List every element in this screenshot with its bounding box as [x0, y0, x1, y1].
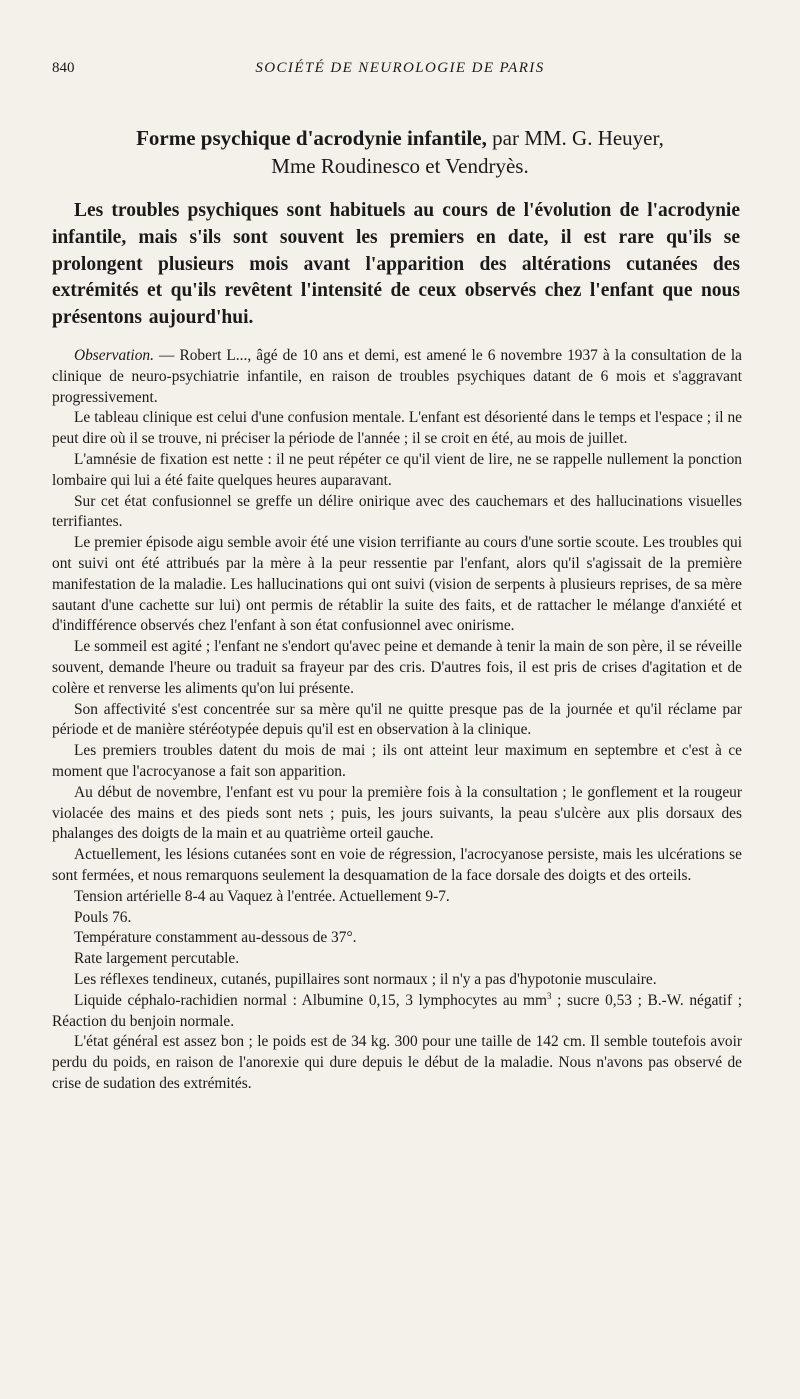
title-authors-line1: par MM. G. Heuyer, [492, 126, 664, 150]
lcr-superscript: 3 [546, 990, 552, 1001]
observation-text: — Robert L..., âgé de 10 ans et demi, est amené le 6 novembre 1937 à la consultation de la clinique de neuro-psychiatrie infantile, en raison de troubles psychiques datant de 6 mois et s'aggravant progressivement. [52, 347, 742, 406]
page-number: 840 [52, 60, 75, 76]
paragraph: Température constamment au-dessous de 37°. [74, 929, 357, 947]
paragraph: Au début de novembre, l'enfant est vu pour la première fois à la consultation ; le gonflement et la rougeur violacée des mains et des pieds sont nets ; puis, les jours suivants, la peau s'ulcère aux plis dorsaux des phalanges des doigts de la main et au quatrième orteil gauche. [52, 783, 742, 843]
lcr-text-after: ; sucre 0,53 ; B.-W. négatif ; Réaction du benjoin normale. [52, 991, 742, 1030]
observation-label: Observation. [74, 347, 154, 364]
paragraph: Actuellement, les lésions cutanées sont en voie de régression, l'acrocyanose persiste, mais les ulcérations se sont fermées, et nous remarquons seulement la desquamation de la face dorsale des doigts et des orteils. [52, 846, 742, 884]
paragraph: Le premier épisode aigu semble avoir été une vision terrifiante au cours d'une sortie scoute. Les troubles qui ont suivi ont été attribués par la mère à la peur ressentie par l'enfant, alors qu'il s'agissait de la première manifestation de la maladie. Les hallucinations qui ont suivi (vision de serpents à plusieurs reprises, de sa mère sautant d'une cachette sur lui) ont permis de rétablir la suite des faits, et de rattacher le mélange d'anxiété et d'indifférence observés chez l'enfant à son état confusionnel avec onirisme. [52, 534, 742, 635]
paragraph: Le sommeil est agité ; l'enfant ne s'endort qu'avec peine et demande à tenir la main de son père, il se réveille souvent, demande l'heure ou traduit sa frayeur par des cris. D'autres fois, il est pris de crises d'agitation et de colère et renverse les aliments qu'on lui présente. [52, 638, 742, 697]
intro-paragraph: Les troubles psychiques sont habituels au cours de l'évolution de l'acrodynie infantile, mais s'ils sont souvent les premiers en date, il est rare qu'ils se prolongent plusieurs mois avant l'apparition des altérations cutanées des extrémités et qu'ils revêtent l'intensité de ceux observés chez l'enfant que nous présentons aujourd'hui. [52, 200, 740, 329]
article-title [40, 124, 760, 180]
paragraph: Sur cet état confusionnel se greffe un délire onirique avec des cauchemars et des hallucinations visuelles terrifiantes. [52, 492, 742, 531]
title-main: Forme psychique d'acrodynie infantile, [136, 126, 487, 150]
paragraph: L'amnésie de fixation est nette : il ne peut répéter ce qu'il vient de lire, ne se rappelle nullement la ponction lombaire qui lui a été faite quelques heures auparavant. [52, 450, 742, 489]
paragraph: Les réflexes tendineux, cutanés, pupillaires sont normaux ; il n'y a pas d'hypotonie musculaire. [74, 970, 657, 988]
paragraph: Les premiers troubles datent du mois de mai ; ils ont atteint leur maximum en septembre et c'est à ce moment que l'acrocyanose a fait son apparition. [52, 742, 742, 780]
paragraph: Pouls 76. [74, 908, 132, 926]
final-paragraph: L'état général est assez bon ; le poids est de 34 kg. 300 pour une taille de 142 cm. Il semble toutefois avoir perdu du poids, en raison de l'anorexie qui dure depuis le début de la maladie. Nous n'avons pas observé de crise de sudation des extrémités. [52, 1033, 742, 1092]
title-authors-line2: Mme Roudinesco et Vendryès. [271, 154, 529, 178]
paragraph: Tension artérielle 8-4 au Vaquez à l'entrée. Actuellement 9-7. [74, 887, 450, 905]
running-head [52, 60, 748, 84]
paragraph: Rate largement percutable. [74, 950, 240, 968]
lcr-paragraph [52, 991, 742, 1033]
body-text [52, 346, 742, 1095]
lcr-text-before: Liquide céphalo-rachidien normal : Albumine 0,15, 3 lymphocytes au mm [74, 991, 547, 1009]
paragraph: Le tableau clinique est celui d'une confusion mentale. L'enfant est désorienté dans le temps et l'espace ; il ne peut dire où il se trouve, ni préciser la période de l'année ; il se croit en été, au mois de juillet. [52, 409, 742, 448]
observation-paragraph [52, 346, 742, 408]
paragraph: Son affectivité s'est concentrée sur sa mère qu'il ne quitte presque pas de la journée et qu'il réclame par période et de manière stéréotypée depuis qu'il est en observation à la clinique. [52, 700, 742, 739]
journal-title: SOCIÉTÉ DE NEUROLOGIE DE PARIS [255, 60, 545, 76]
